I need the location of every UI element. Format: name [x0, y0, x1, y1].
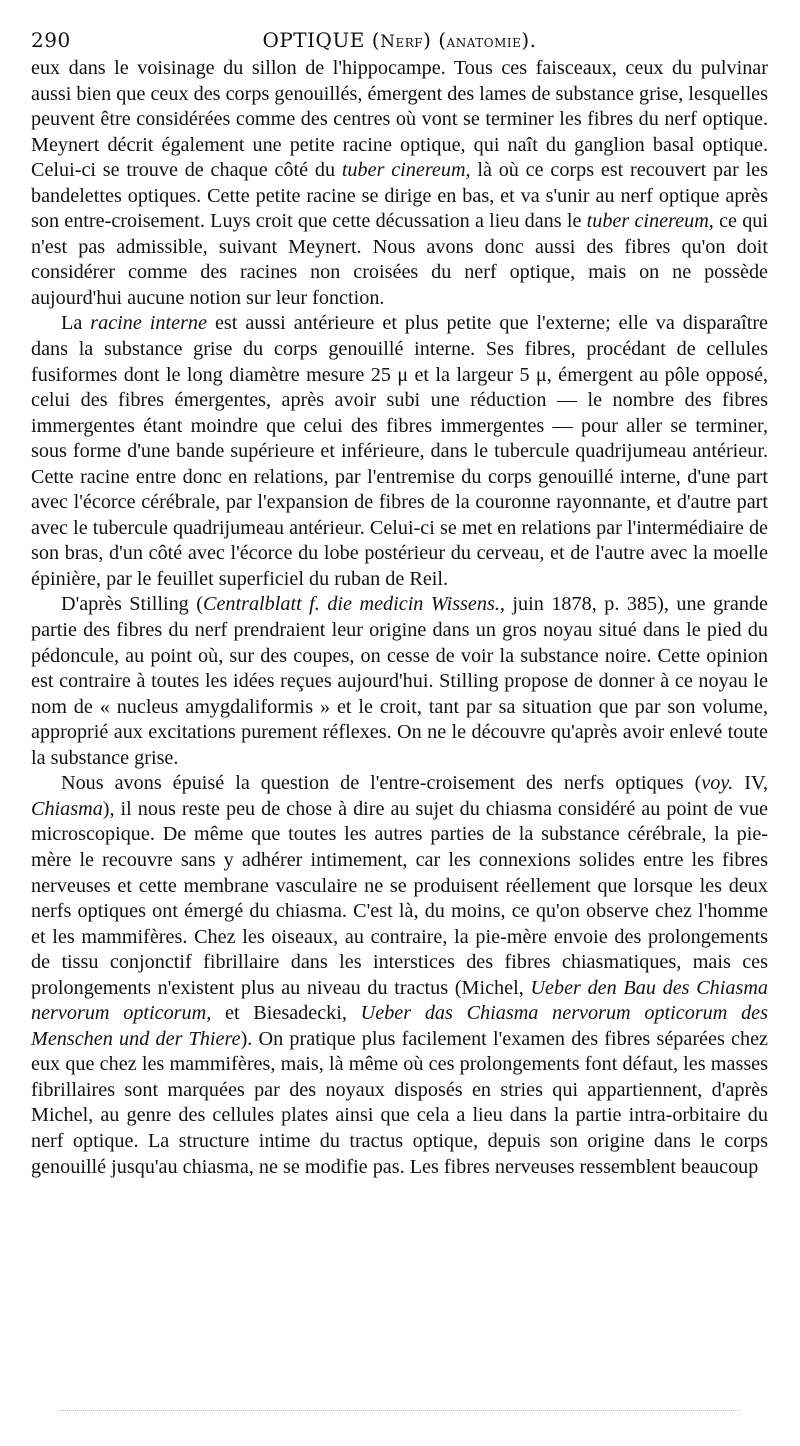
text-run: IV,: [733, 772, 768, 795]
text-run: et Biesadecki,: [211, 1002, 361, 1025]
text-run: ). On pratique plus facilement l'examen des fibres séparées chez eux que chez les mammifères, mais, là même où ces prolongements font défaut, les masses fibrillaires sont marquées par des noyaux disposés en stries qui appartiennent, d'après Michel, au genre des cellules plates ainsi que cela a lieu dans la partie intra-orbitaire du nerf optique. La structure intime du tractus optique, depuis son origine dans le corps genouillé jusqu'au chiasma, ne se modifie pas. Les fibres nerveuses ressemblent beaucoup: [31, 1027, 769, 1178]
running-header: [31, 22, 768, 56]
italic-text: tuber cinereum,: [341, 159, 471, 182]
text-run: ), il nous reste peu de chose à dire au sujet du chiasma considéré au point de vue microscopique. De même que toutes les autres parties de la substance cérébrale, la pie-mère le recouvre sans y adhérer intimement, car les connexions solides entre les fibres nerveuses et cette membrane vasculaire ne se produisent réellement que lorsque les deux nerfs optiques ont émergé du chiasma. C'est là, du moins, ce qu'on observe chez l'homme et les mammifères. Chez les oiseaux, au contraire, la pie-mère envoie des prolongements de tissu conjonctif fibrillaire dans les interstices des fibres chiasmatiques, mais ces prolongements n'existent plus au niveau du tractus (Michel,: [31, 797, 768, 999]
book-page: [31, 22, 768, 1180]
page-number: 290: [31, 28, 71, 52]
paragraph: [31, 56, 768, 311]
italic-text: racine interne: [90, 312, 207, 335]
title-anatomie: anatomie: [446, 32, 522, 52]
paragraph: [31, 771, 768, 1180]
paragraph: [31, 311, 768, 592]
paragraph: [31, 592, 768, 771]
running-title: OPTIQUE (Nerf) (anatomie).: [262, 28, 537, 52]
italic-text: Centralblatt f. die medicin Wissens.: [202, 593, 500, 616]
italic-text: Ueber den Bau des Chiasma nervorum opticorum,: [31, 976, 768, 1025]
text-run: Nous avons épuisé la question de l'entre-croisement des nerfs optiques (: [61, 772, 702, 795]
body-text: [31, 56, 768, 1180]
text-run: eux dans le voisinage du sillon de l'hippocampe. Tous ces faisceaux, ceux du pulvinar aussi bien que ceux des corps genouillés, émergent des lames de substance grise, lesquelles peuvent être considérées comme des centres où vont se terminer les fibres du nerf optique. Meynert décrit également une petite racine optique, qui naît du ganglion basal optique. Celui-ci se trouve de chaque côté du: [31, 57, 768, 182]
italic-text: tuber cinereum,: [586, 210, 714, 233]
text-run: ce qui n'est pas admissible, suivant Meynert. Nous avons donc aussi des fibres qu'on doit considérer comme des racines non croisées du nerf optique, mais on ne possède aujourd'hui aucune notion sur leur fonction.: [31, 210, 768, 309]
text-run: D'après Stilling (: [61, 593, 203, 616]
italic-text: voy.: [701, 772, 734, 795]
footer-rule: [60, 1410, 740, 1412]
text-run: là où ce corps est recouvert par les bandelettes optiques. Cette petite racine se dirige en bas, et va s'unir au nerf optique après son entre-croisement. Luys croit que cette décussation a lieu dans le: [31, 159, 768, 233]
italic-text: Ueber das Chiasma nervorum opticorum des Menschen und der Thiere: [31, 1002, 768, 1050]
title-main: OPTIQUE: [262, 28, 365, 52]
text-run: est aussi antérieure et plus petite que l'externe; elle va disparaître dans la substance grise du corps genouillé interne. Ses fibres, procédant de cellules fusiformes dont le long diamètre mesure 25 μ et la largeur 5 μ, émergent au pôle opposé, celui des fibres émergentes, après avoir subi une réduction — le nombre des fibres immergentes étant moindre que celui des fibres immergentes — pour aller se terminer, sous forme d'une bande supérieure et inférieure, dans le tubercule quadrijumeau antérieur. Cette racine entre donc en relations, par l'entremise du corps genouillé interne, d'une part avec l'écorce cérébrale, par l'expansion de fibres de la couronne rayonnante, et d'autre part avec le tubercule quadrijumeau antérieur. Celui-ci se met en relations par l'intermédiaire de son bras, d'un côté avec l'écorce du lobe postérieur du cerveau, et de l'autre avec la moelle épinière, par le feuillet superficiel du ruban de Reil.: [31, 312, 768, 590]
text-run: La: [61, 312, 91, 335]
italic-text: Chiasma: [31, 797, 103, 820]
title-nerf: Nerf: [380, 32, 424, 52]
text-run: , juin 1878, p. 385), une grande partie des fibres du nerf prendraient leur origine dans un gros noyau situé dans le pied du pédoncule, au point où, sur des coupes, on cesse de voir la substance noire. Cette opinion est contraire à toutes les idées reçues aujourd'hui. Stilling propose de donner à ce noyau le nom de « nucleus amygdaliformis » et le croit, tant par sa situation que par son volume, approprié aux excitations purement réflexes. On ne le découvre qu'après avoir enlevé toute la substance grise.: [31, 593, 768, 769]
